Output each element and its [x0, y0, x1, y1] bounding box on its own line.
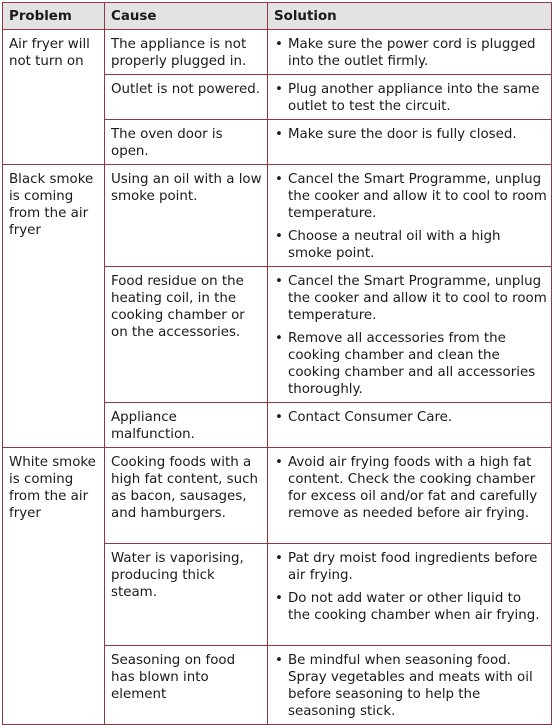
solution-list: [274, 171, 547, 262]
cause-cell: The oven door is open.: [105, 120, 268, 165]
solution-list: [274, 652, 547, 720]
solution-list: [274, 273, 547, 398]
solution-cell: [268, 75, 552, 120]
cause-cell: The appliance is not properly plugged in.: [105, 30, 268, 75]
solution-list: [274, 454, 547, 522]
cause-cell: Seasoning on food has blown into element: [105, 646, 268, 725]
solution-list: [274, 36, 547, 70]
solution-item: • Remove all accessories from the cooking chamber and clean the cooking chamber and all accessories thoroughly.: [274, 330, 547, 398]
cause-cell: Cooking foods with a high fat content, such as bacon, sausages, and hamburgers.: [105, 448, 268, 544]
solution-item: • Contact Consumer Care.: [274, 409, 547, 426]
solution-cell: [268, 448, 552, 544]
header-row: [3, 3, 552, 30]
cause-cell: Using an oil with a low smoke point.: [105, 165, 268, 267]
solution-cell: [268, 646, 552, 725]
solution-cell: [268, 165, 552, 267]
header-solution: Solution: [268, 3, 552, 30]
problem-cell: Air fryer will not turn on: [3, 30, 105, 165]
table-row: [3, 30, 552, 75]
solution-item: • Cancel the Smart Programme, unplug the cooker and allow it to cool to room temperature.: [274, 273, 547, 324]
header-problem: Problem: [3, 3, 105, 30]
solution-item: • Avoid air frying foods with a high fat content. Check the cooking chamber for excess oil and/or fat and carefully remove as needed before air frying.: [274, 454, 547, 522]
solution-item: • Pat dry moist food ingredients before air frying.: [274, 550, 547, 584]
solution-cell: [268, 30, 552, 75]
solution-item: • Be mindful when seasoning food. Spray vegetables and meats with oil before seasoning to help the seasoning stick.: [274, 652, 547, 720]
troubleshooting-table: [2, 2, 552, 725]
solution-list: [274, 81, 547, 115]
table-row: [3, 448, 552, 544]
solution-list: [274, 550, 547, 624]
cause-cell: Food residue on the heating coil, in the cooking chamber or on the accessories.: [105, 267, 268, 403]
problem-cell: White smoke is coming from the air fryer: [3, 448, 105, 725]
cause-cell: Outlet is not powered.: [105, 75, 268, 120]
solution-cell: [268, 267, 552, 403]
solution-item: • Make sure the door is fully closed.: [274, 126, 547, 143]
solution-list: [274, 126, 547, 143]
solution-list: [274, 409, 547, 426]
solution-item: • Choose a neutral oil with a high smoke point.: [274, 228, 547, 262]
solution-item: • Make sure the power cord is plugged into the outlet firmly.: [274, 36, 547, 70]
solution-item: • Plug another appliance into the same outlet to test the circuit.: [274, 81, 547, 115]
cause-cell: Water is vaporising, producing thick steam.: [105, 544, 268, 646]
solution-item: • Cancel the Smart Programme, unplug the cooker and allow it to cool to room temperature.: [274, 171, 547, 222]
solution-item: • Do not add water or other liquid to the cooking chamber when air frying.: [274, 590, 547, 624]
problem-cell: Black smoke is coming from the air fryer: [3, 165, 105, 448]
solution-cell: [268, 120, 552, 165]
cause-cell: Appliance malfunction.: [105, 403, 268, 448]
solution-cell: [268, 403, 552, 448]
table-row: [3, 165, 552, 267]
solution-cell: [268, 544, 552, 646]
header-cause: Cause: [105, 3, 268, 30]
